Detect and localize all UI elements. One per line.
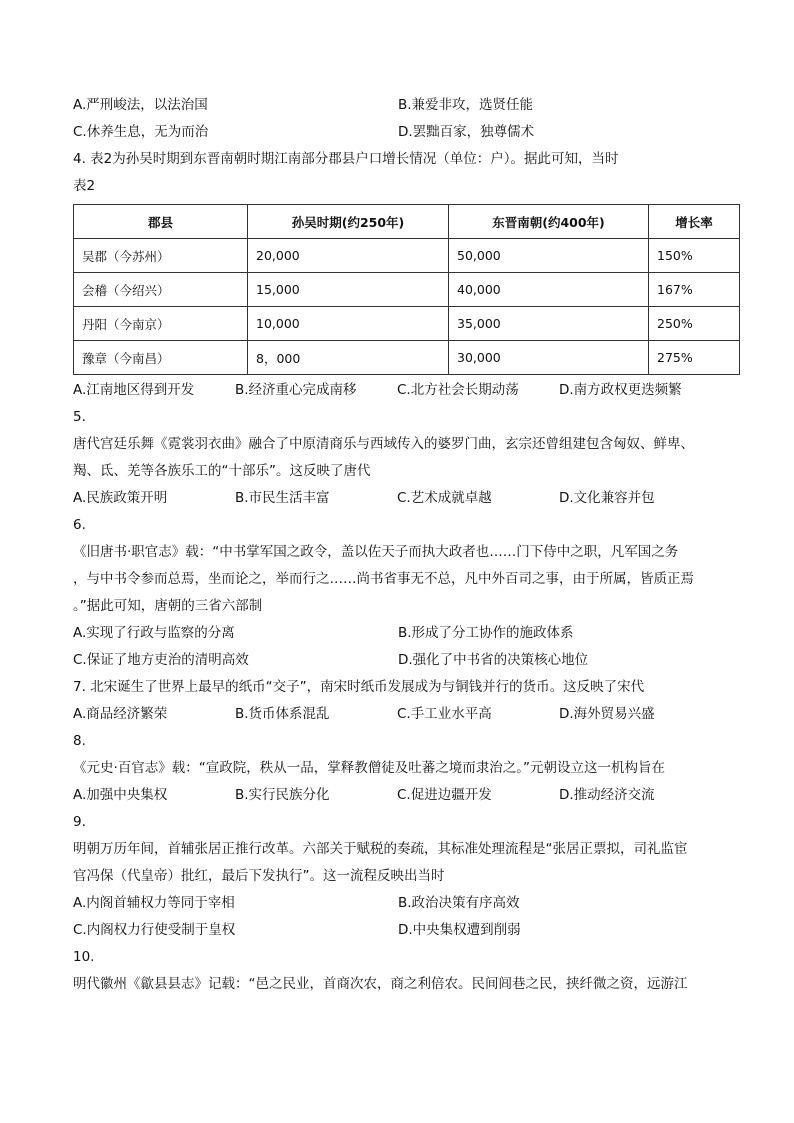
q8-option-c[interactable]: C.促进边疆开发 bbox=[397, 787, 492, 803]
cell-sunwu: 10,000 bbox=[248, 307, 449, 341]
q4-option-a[interactable]: A.江南地区得到开发 bbox=[73, 382, 195, 398]
q7-options bbox=[73, 701, 739, 728]
q4-option-d[interactable]: D.南方政权更迭频繁 bbox=[559, 382, 682, 398]
q5-option-d[interactable]: D.文化兼容并包 bbox=[559, 490, 655, 506]
q8-text: 《元史·百官志》载：“宣政院，秩从一品，掌释教僧徒及吐蕃之境而隶治之。”元朝设立这一机构旨在 bbox=[73, 760, 666, 776]
q3-option-d[interactable]: D.罢黜百家，独尊儒术 bbox=[398, 124, 535, 140]
cell-growth: 167% bbox=[649, 273, 740, 307]
q9-option-d[interactable]: D.中央集权遭到削弱 bbox=[398, 922, 521, 938]
q3-options-row-1 bbox=[73, 92, 739, 119]
q8-options bbox=[73, 782, 739, 809]
q9-option-c[interactable]: C.内阁权力行使受制于皇权 bbox=[73, 922, 236, 938]
cell-county: 丹阳（今南京） bbox=[74, 307, 248, 341]
q9-option-b[interactable]: B.政治决策有序高效 bbox=[398, 895, 520, 911]
q7-option-b[interactable]: B.货币体系混乱 bbox=[235, 706, 330, 722]
q10-text: 明代徽州《歙县县志》记载：“邑之民业，首商次农，商之利倍农。民间闾巷之民，挟纤微之资，远游江 bbox=[73, 976, 688, 992]
cell-dongjin: 50,000 bbox=[449, 239, 649, 273]
cell-sunwu: 8，000 bbox=[248, 341, 449, 375]
q9-text-line-1: 明朝万历年间，首辅张居正推行改革。六部关于赋税的奏疏，其标准处理流程是“张居正票拟，司礼监宦 bbox=[73, 841, 688, 857]
q6-option-b[interactable]: B.形成了分工协作的施政体系 bbox=[398, 625, 574, 641]
q5-option-a[interactable]: A.民族政策开明 bbox=[73, 490, 168, 506]
table-row bbox=[74, 307, 740, 341]
q8-number: 8. bbox=[73, 733, 86, 749]
q5-options bbox=[73, 485, 739, 512]
q4-options bbox=[73, 377, 739, 404]
q8-option-d[interactable]: D.推动经济交流 bbox=[559, 787, 655, 803]
cell-growth: 275% bbox=[649, 341, 740, 375]
table-row bbox=[74, 341, 740, 375]
cell-growth: 150% bbox=[649, 239, 740, 273]
exam-page bbox=[73, 92, 739, 998]
header-sunwu: 孙吴时期(约250年) bbox=[248, 205, 449, 239]
q6-options-row-2 bbox=[73, 647, 739, 674]
q6-option-c[interactable]: C.保证了地方吏治的清明高效 bbox=[73, 652, 249, 668]
table-header-row bbox=[74, 205, 740, 239]
q9-number: 9. bbox=[73, 814, 86, 830]
header-growth: 增长率 bbox=[649, 205, 740, 239]
q3-option-a[interactable]: A.严刑峻法，以法治国 bbox=[73, 97, 208, 113]
q6-options-row-1 bbox=[73, 620, 739, 647]
q9-option-a[interactable]: A.内阁首辅权力等同于宰相 bbox=[73, 895, 235, 911]
q9-options-row-2 bbox=[73, 917, 739, 944]
q3-option-c[interactable]: C.休养生息，无为而治 bbox=[73, 124, 209, 140]
q9-options-row-1 bbox=[73, 890, 739, 917]
q8-option-a[interactable]: A.加强中央集权 bbox=[73, 787, 168, 803]
table-row bbox=[74, 273, 740, 307]
cell-county: 豫章（今南昌） bbox=[74, 341, 248, 375]
table-row bbox=[74, 239, 740, 273]
q4-table-caption: 表2 bbox=[73, 178, 96, 194]
q7-option-c[interactable]: C.手工业水平高 bbox=[397, 706, 492, 722]
q5-text-line-2: 羯、氐、羌等各族乐工的“十部乐”。这反映了唐代 bbox=[73, 463, 371, 479]
header-dongjin: 东晋南朝(约400年) bbox=[449, 205, 649, 239]
q5-option-b[interactable]: B.市民生活丰富 bbox=[235, 490, 330, 506]
cell-county: 会稽（今绍兴） bbox=[74, 273, 248, 307]
cell-dongjin: 40,000 bbox=[449, 273, 649, 307]
q5-option-c[interactable]: C.艺术成就卓越 bbox=[397, 490, 492, 506]
q7-text: 7. 北宋诞生了世界上最早的纸币“交子”，南宋时纸币发展成为与铜钱并行的货币。这反映了宋代 bbox=[73, 679, 645, 695]
q7-option-d[interactable]: D.海外贸易兴盛 bbox=[559, 706, 655, 722]
cell-sunwu: 15,000 bbox=[248, 273, 449, 307]
q3-options-row-2 bbox=[73, 119, 739, 146]
cell-growth: 250% bbox=[649, 307, 740, 341]
q4-table bbox=[73, 204, 740, 375]
q6-text-line-1: 《旧唐书·职官志》载：“中书掌军国之政令，盖以佐天子而执大政者也……门下侍中之职，凡军国之务 bbox=[73, 544, 679, 560]
q5-text-line-1: 唐代宫廷乐舞《霓裳羽衣曲》融合了中原清商乐与西域传入的婆罗门曲，玄宗还曾组建包含匈奴、鲜卑、 bbox=[73, 436, 694, 452]
q10-number: 10. bbox=[73, 949, 95, 965]
q6-text-line-2: ，与中书令参而总焉，坐而论之，举而行之……尚书省事无不总，凡中外百司之事，由于所属，皆质正焉 bbox=[73, 571, 694, 587]
q4-option-b[interactable]: B.经济重心完成南移 bbox=[235, 382, 357, 398]
cell-county: 吴郡（今苏州） bbox=[74, 239, 248, 273]
q5-number: 5. bbox=[73, 409, 86, 425]
q6-option-d[interactable]: D.强化了中书省的决策核心地位 bbox=[398, 652, 589, 668]
q7-option-a[interactable]: A.商品经济繁荣 bbox=[73, 706, 168, 722]
q6-number: 6. bbox=[73, 517, 86, 533]
q6-option-a[interactable]: A.实现了行政与监察的分离 bbox=[73, 625, 235, 641]
cell-sunwu: 20,000 bbox=[248, 239, 449, 273]
cell-dongjin: 30,000 bbox=[449, 341, 649, 375]
q6-text-line-3: 。”据此可知，唐朝的三省六部制 bbox=[73, 598, 263, 614]
q4-option-c[interactable]: C.北方社会长期动荡 bbox=[397, 382, 519, 398]
q4-stem: 4. 表2为孙吴时期到东晋南朝时期江南部分郡县户口增长情况（单位：户）。据此可知，当时 bbox=[73, 151, 619, 167]
q9-text-line-2: 官冯保（代皇帝）批红，最后下发执行”。这一流程反映出当时 bbox=[73, 868, 445, 884]
q8-option-b[interactable]: B.实行民族分化 bbox=[235, 787, 330, 803]
header-county: 郡县 bbox=[74, 205, 248, 239]
q3-option-b[interactable]: B.兼爱非攻，选贤任能 bbox=[398, 97, 534, 113]
cell-dongjin: 35,000 bbox=[449, 307, 649, 341]
